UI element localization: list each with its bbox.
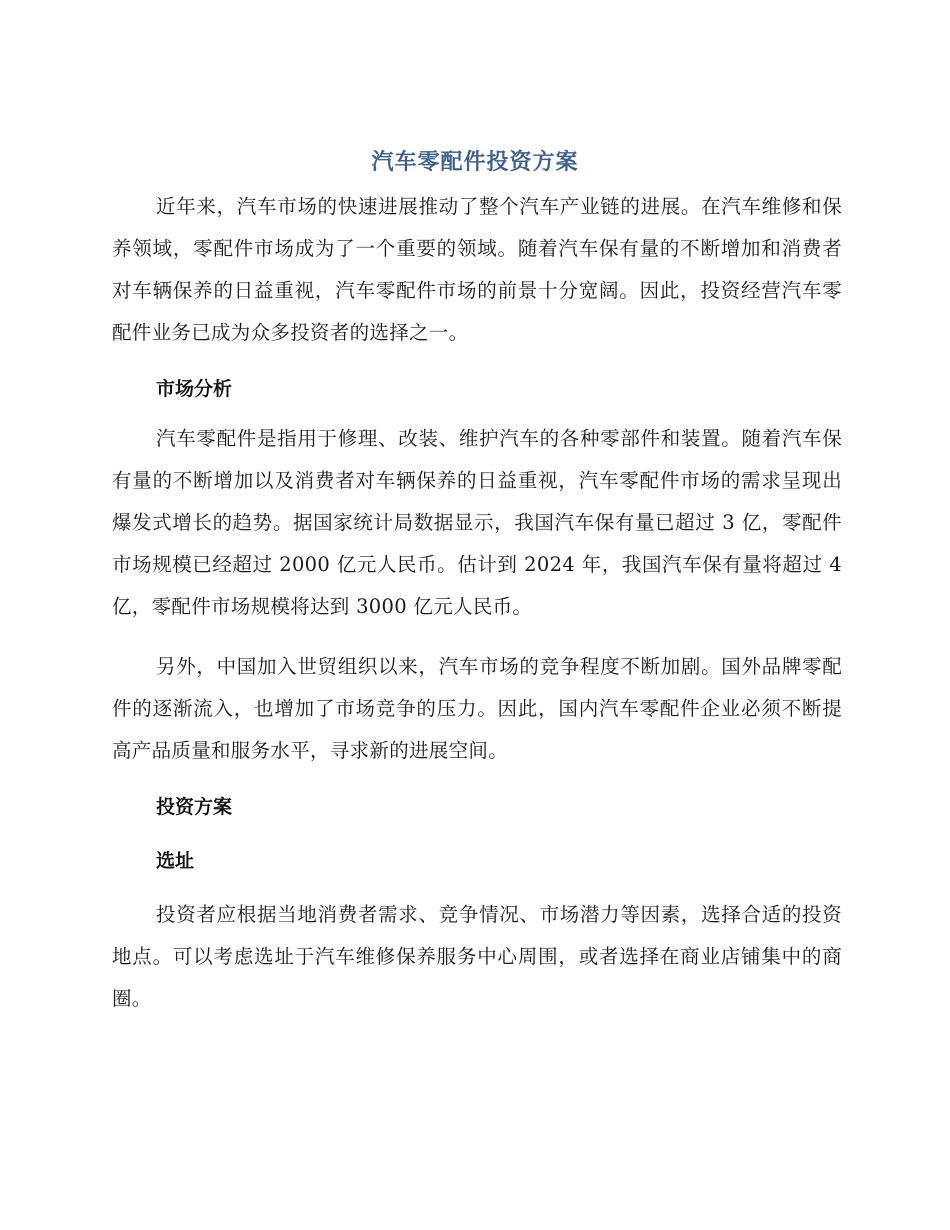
section-heading-investment-plan: 投资方案 <box>156 796 233 818</box>
market-analysis-paragraph-1: 汽车零配件是指用于修理、改装、维护汽车的各种零部件和装置。随着汽车保有量的不断增加以及消费者对车辆保养的日益重视，汽车零配件市场的需求呈现出爆发式增长的趋势。据国家统计局数据显示，我国汽车保有量已超过 3 亿，零配件市场规模已经超过 2000 亿元人民币。估计到 2024 年，我国汽车保有量将超过 4 亿，零配件市场规模将达到 3000 亿元人民币。 <box>112 427 842 618</box>
section-heading-site-selection: 选址 <box>156 850 195 872</box>
section-heading-market-analysis: 市场分析 <box>156 378 233 400</box>
document-title: 汽车零配件投资方案 <box>371 150 579 175</box>
site-selection-paragraph: 投资者应根据当地消费者需求、竞争情况、市场潜力等因素，选择合适的投资地点。可以考虑选址于汽车维修保养服务中心周围，或者选择在商业店铺集中的商圈。 <box>112 903 842 1010</box>
intro-paragraph: 近年来，汽车市场的快速进展推动了整个汽车产业链的进展。在汽车维修和保养领域，零配件市场成为了一个重要的领域。随着汽车保有量的不断增加和消费者对车辆保养的日益重视，汽车零配件市场的前景十分宽阔。因此，投资经营汽车零配件业务已成为众多投资者的选择之一。 <box>112 195 842 344</box>
market-analysis-paragraph-2: 另外，中国加入世贸组织以来，汽车市场的竞争程度不断加剧。国外品牌零配件的逐渐流入，也增加了市场竞争的压力。因此，国内汽车零配件企业必须不断提高产品质量和服务水平，寻求新的进展空间。 <box>112 655 842 762</box>
